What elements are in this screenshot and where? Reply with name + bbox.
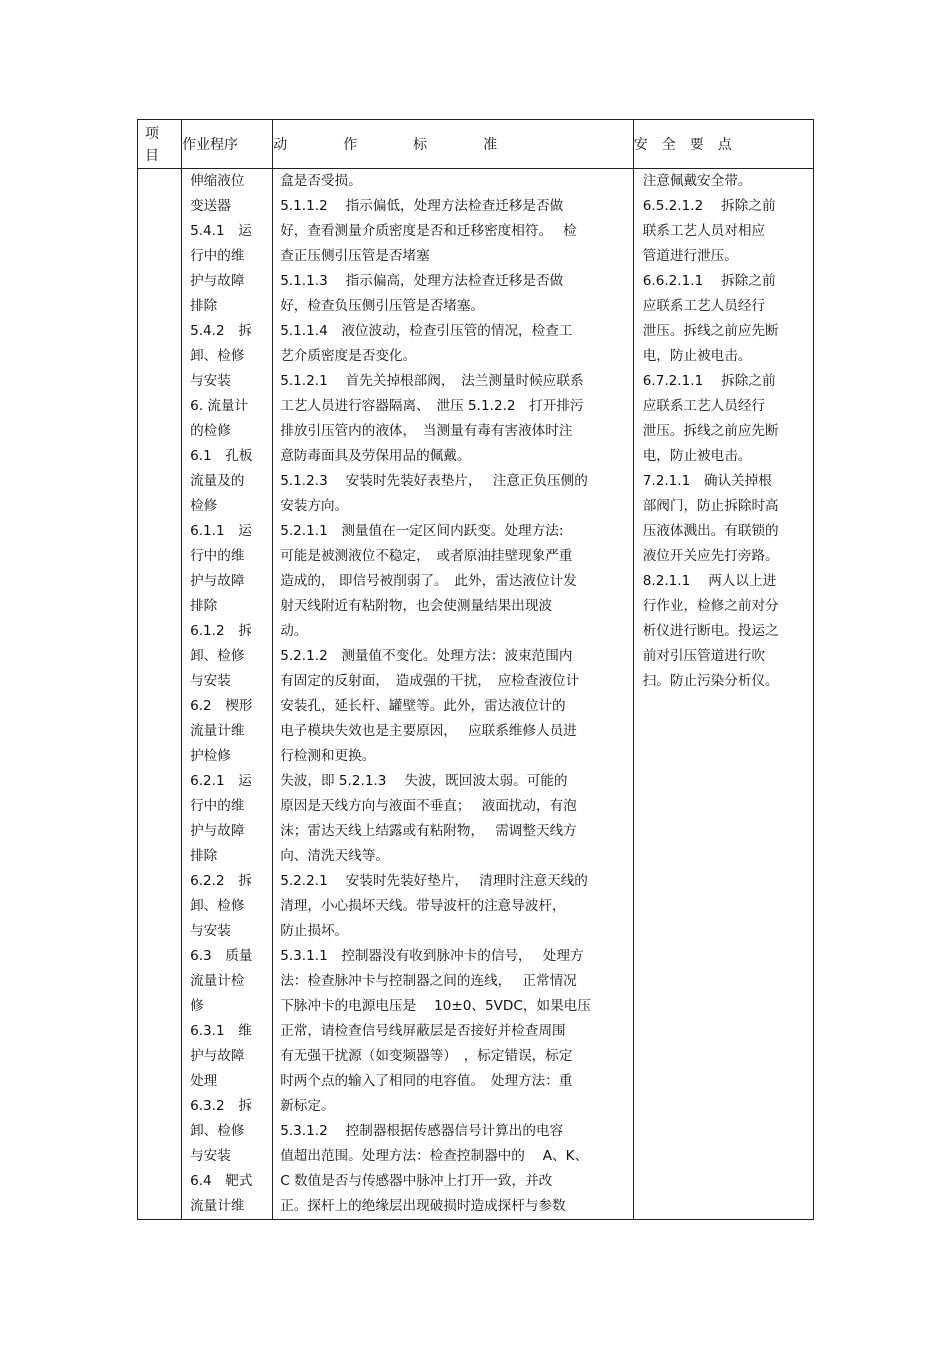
safety-line: 6.6.2.1.1 拆除之前 [642, 273, 776, 289]
procedure-line: 流量计检 [190, 973, 245, 989]
safety-line: 应联系工艺人员经行 [642, 298, 766, 314]
standard-line: 艺介质密度是否变化。 [280, 348, 417, 364]
standard-line: 新标定。 [280, 1098, 335, 1114]
header-safety [633, 120, 813, 169]
procedure-line: 修 [190, 998, 204, 1014]
safety-line: 管道进行泄压。 [642, 248, 738, 264]
standard-line: 好，检查负压侧引压管是否堵塞。 [280, 298, 485, 314]
procedure-line: 护与故障 [190, 823, 245, 839]
standard-line: 5.2.1.2 测量值不变化。处理方法：波束范围内 [280, 648, 573, 664]
standard-line: 正。探杆上的绝缘层出现破损时造成探杆与参数 [280, 1198, 566, 1214]
standard-line: 有无强干扰源（如变频器等） ，标定错误，标定 [280, 1048, 573, 1064]
procedure-line: 的检修 [190, 423, 231, 439]
standard-line: 值超出范围。处理方法：检查控制器中的 A、K、 [280, 1148, 589, 1164]
procedure-line: 护与故障 [190, 573, 245, 589]
safety-line: 前对引压管道进行吹 [642, 648, 766, 664]
standard-line: 清理，小心损坏天线。带导波杆的注意导波杆， [280, 898, 566, 914]
procedure-lines [182, 169, 272, 1219]
procedure-line: 6.2.1 运 [190, 773, 252, 789]
standard-line: 5.2.2.1 安装时先装好垫片， 清理时注意天线的 [280, 873, 588, 889]
standard-line: 原因是天线方向与液面不垂直； 液面扰动，有泡 [280, 798, 577, 814]
standard-line: 时两个点的输入了相同的电容值。 处理方法：重 [280, 1073, 573, 1089]
header-item-label: 项 目 [145, 126, 159, 164]
procedure-line: 行中的维 [190, 548, 245, 564]
procedure-line: 6.1.1 运 [190, 523, 252, 539]
standard-line: 5.1.2.3 安装时先装好表垫片， 注意正负压侧的 [280, 473, 588, 489]
standard-line: 有固定的反射面， 造成强的干扰， 应检查液位计 [280, 673, 580, 689]
standard-line: 5.1.2.1 首先关掉根部阀， 法兰测量时候应联系 [280, 373, 584, 389]
standard-line: 工艺人员进行容器隔离、 泄压 5.1.2.2 打开排污 [280, 398, 584, 414]
standard-line: 射天线附近有粘附物，也会使测量结果出现波 [280, 598, 553, 614]
procedure-line: 6.2.2 拆 [190, 873, 252, 889]
procedure-line: 排除 [190, 298, 218, 314]
procedure-line: 护与故障 [190, 273, 245, 289]
procedure-line: 6.1 孔板 [190, 448, 253, 464]
safety-line: 电，防止被电击。 [642, 448, 752, 464]
standard-line: 查正压侧引压管是否堵塞 [280, 248, 430, 264]
standard-line: 动。 [280, 623, 308, 639]
standard-lines [273, 169, 633, 1219]
header-standard [273, 120, 634, 169]
safety-line: 泄压。拆线之前应先断 [642, 423, 779, 439]
procedure-line: 变送器 [190, 198, 231, 214]
standard-line: 5.1.1.3 指示偏高，处理方法检查迁移是否做 [280, 273, 564, 289]
safety-cell [633, 169, 813, 1220]
standard-line: 5.2.1.1 测量值在一定区间内跃变。处理方法: [280, 523, 564, 539]
safety-line: 扫。防止污染分析仪。 [642, 673, 779, 689]
standard-line: 造成的， 即信号被削弱了。 此外，雷达液位计发 [280, 573, 577, 589]
procedure-line: 6.3 质量 [190, 948, 253, 964]
procedure-line: 与安装 [190, 673, 231, 689]
procedure-line: 6.4 靶式 [190, 1173, 253, 1189]
safety-line: 7.2.1.1 确认关掉根 [642, 473, 772, 489]
standard-line: C 数值是否与传感器中脉冲上打开一致，并改 [280, 1173, 553, 1189]
procedure-line: 6.2 楔形 [190, 698, 253, 714]
procedure-line: 5.4.1 运 [190, 223, 252, 239]
header-safety-label: 安 全 要 点 [633, 137, 732, 153]
procedure-line: 6.3.2 拆 [190, 1098, 252, 1114]
safety-line: 压液体溅出。有联锁的 [642, 523, 779, 539]
safety-line: 联系工艺人员对相应 [642, 223, 766, 239]
safety-line: 注意佩戴安全带。 [642, 173, 752, 189]
safety-line: 电，防止被电击。 [642, 348, 752, 364]
safety-line: 部阀门，防止拆除时高 [642, 498, 779, 514]
procedure-line: 护检修 [190, 748, 231, 764]
table-body-row [138, 169, 814, 1220]
procedure-line: 检修 [190, 498, 218, 514]
standard-line: 下脉冲卡的电源电压是 10±0、5VDC，如果电压 [280, 998, 591, 1014]
standard-line: 排放引压管内的液体， 当测量有毒有害液体时注 [280, 423, 573, 439]
procedure-line: 6.1.2 拆 [190, 623, 252, 639]
standard-line: 可能是被测液位不稳定， 或者原油挂壁现象严重 [280, 548, 573, 564]
standard-cell [273, 169, 634, 1220]
document-table [137, 119, 814, 1220]
standard-line: 意防毒面具及劳保用品的佩戴。 [280, 448, 471, 464]
safety-line: 液位开关应先打旁路。 [642, 548, 779, 564]
standard-line: 5.1.1.4 液位波动，检查引压管的情况，检查工 [280, 323, 573, 339]
standard-line: 5.1.1.2 指示偏低，处理方法检查迁移是否做 [280, 198, 564, 214]
procedure-line: 护与故障 [190, 1048, 245, 1064]
safety-line: 6.5.2.1.2 拆除之前 [642, 198, 776, 214]
standard-line: 法：检查脉冲卡与控制器之间的连线， 正常情况 [280, 973, 577, 989]
safety-line: 行作业，检修之前对分 [642, 598, 779, 614]
procedure-line: 与安装 [190, 1148, 231, 1164]
standard-line: 向、清洗天线等。 [280, 848, 389, 864]
standard-line: 行检测和更换。 [280, 748, 376, 764]
safety-line: 6.7.2.1.1 拆除之前 [642, 373, 776, 389]
safety-line: 泄压。拆线之前应先断 [642, 323, 779, 339]
procedure-line: 排除 [190, 848, 218, 864]
procedure-line: 排除 [190, 598, 218, 614]
header-standard-label: 动 作 标 准 [273, 137, 498, 153]
procedure-line: 流量计维 [190, 723, 245, 739]
standard-line: 5.3.1.2 控制器根据传感器信号计算出的电容 [280, 1123, 564, 1139]
table-header-row [138, 120, 814, 169]
procedure-line: 卸、检修 [190, 898, 245, 914]
standard-line: 好，查看测量介质密度是否和迁移密度相符。 检 [280, 223, 577, 239]
header-procedure [182, 120, 273, 169]
item-cell [138, 169, 182, 1220]
procedure-line: 6.3.1 维 [190, 1023, 252, 1039]
standard-line: 5.3.1.1 控制器没有收到脉冲卡的信号， 处理方 [280, 948, 584, 964]
procedure-line: 流量及的 [190, 473, 245, 489]
procedure-line: 行中的维 [190, 248, 245, 264]
procedure-cell [182, 169, 273, 1220]
safety-lines [634, 169, 813, 694]
safety-line: 8.2.1.1 两人以上进 [642, 573, 777, 589]
procedure-line: 流量计维 [190, 1198, 245, 1214]
header-procedure-label: 作业程序 [182, 137, 239, 153]
procedure-line: 卸、检修 [190, 348, 245, 364]
procedure-line: 与安装 [190, 373, 231, 389]
procedure-line: 5.4.2 拆 [190, 323, 252, 339]
standard-line: 防止损坏。 [280, 923, 349, 939]
standard-line: 安装孔，延长杆、罐壁等。此外，雷达液位计的 [280, 698, 566, 714]
procedure-line: 卸、检修 [190, 1123, 245, 1139]
procedure-line: 处理 [190, 1073, 218, 1089]
procedure-line: 与安装 [190, 923, 231, 939]
procedure-line: 卸、检修 [190, 648, 245, 664]
standard-line: 正常，请检查信号线屏蔽层是否接好并检查周围 [280, 1023, 566, 1039]
header-item [138, 120, 182, 169]
safety-line: 应联系工艺人员经行 [642, 398, 766, 414]
standard-line: 安装方向。 [280, 498, 349, 514]
standard-line: 盒是否受损。 [280, 173, 362, 189]
procedure-line: 行中的维 [190, 798, 245, 814]
safety-line: 析仪进行断电。投运之 [642, 623, 779, 639]
procedure-line: 6. 流量计 [190, 398, 249, 414]
standard-line: 失波，即 5.2.1.3 失波，既回波太弱。可能的 [280, 773, 568, 789]
procedure-line: 伸缩液位 [190, 173, 245, 189]
standard-line: 沫；雷达天线上结露或有粘附物， 需调整天线方 [280, 823, 577, 839]
standard-line: 电子模块失效也是主要原因， 应联系维修人员进 [280, 723, 577, 739]
